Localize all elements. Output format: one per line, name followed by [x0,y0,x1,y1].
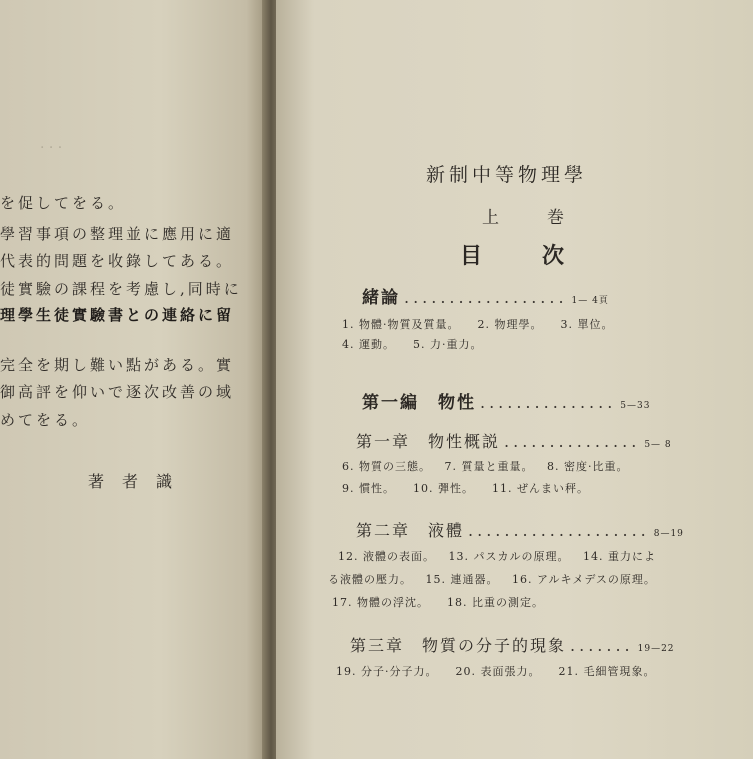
left-page [0,0,268,759]
toc-item: 13. パスカルの原理。 [448,550,570,563]
toc-item: 20. 表面張力。 [455,665,541,678]
toc-leader-dots: ............... [480,393,617,412]
toc-entry-chapter-3 [350,633,675,656]
toc-item: 6. 物質の三態。 [342,460,431,473]
toc-title: 目次 [460,243,625,269]
toc-leader-dots: .................... [468,521,650,540]
toc-leader-dots: ....... [570,636,634,655]
volume-label: 上巻 [482,208,612,228]
book-title: 新制中等物理學 [426,164,588,186]
toc-entry-label: 第二章 液體 [356,521,465,540]
toc-item: 7. 質量と重量。 [444,460,534,473]
toc-item: 5. 力·重力。 [413,338,483,351]
toc-item: 15. 連通器。 [425,573,499,586]
toc-entry-chapter-1 [356,429,672,452]
preface-line: 御高評を仰いで逐次改善の域 [0,383,235,401]
toc-item: 14. 重力によ [583,550,656,563]
toc-entry-label: 第一編 物性 [362,393,476,413]
toc-items-row [342,316,614,332]
preface-line: を促してをる。 [0,194,127,212]
toc-items-row [342,458,629,474]
toc-page-range: 5—33 [620,401,651,411]
toc-entry-part-1 [362,388,650,413]
toc-item: 4. 運動。 [342,338,395,351]
author-signature: 著者識 [88,472,191,491]
toc-item: 9. 慣性。 [342,482,395,495]
toc-items-row [342,336,483,352]
preface-line: 代表的問題を收錄してある。 [0,252,235,270]
toc-item: 1. 物體·物質及質量。 [342,318,460,331]
toc-page-range: 1— 4頁 [571,296,609,306]
preface-line: 完全を期し難い點がある。實 [0,356,235,374]
toc-item: 16. アルキメデスの原理。 [512,573,656,586]
toc-page-range: 5— 8 [644,440,672,450]
toc-item: 3. 單位。 [560,318,614,331]
toc-entry-intro [362,283,609,308]
toc-leader-dots: ............... [504,432,641,451]
toc-item: 19. 分子·分子力。 [336,665,438,678]
toc-item: 21. 毛細管現象。 [558,665,656,678]
toc-items-row [332,594,544,610]
toc-entry-label: 第三章 物質の分子的現象 [350,636,567,655]
toc-entry-label: 第一章 物性概説 [356,432,501,451]
toc-item: 10. 彈性。 [413,482,474,495]
toc-item: 11. ぜんまい秤。 [492,482,589,495]
toc-item: 18. 比重の測定。 [447,596,544,609]
toc-item: 2. 物理學。 [477,318,543,331]
toc-item: 12. 液體の表面。 [338,550,435,563]
toc-entry-label: 緒論 [362,288,400,308]
toc-items-row [328,571,656,587]
toc-item: 8. 密度·比重。 [547,460,629,473]
toc-item: 17. 物體の浮沈。 [332,596,429,609]
toc-items-row [338,548,656,564]
show-through-text: · · · [40,140,63,156]
toc-item: る液體の壓力。 [328,573,412,586]
toc-page-range: 8—19 [653,529,684,539]
toc-leader-dots: .................. [404,288,568,307]
toc-items-row [336,663,656,679]
toc-entry-chapter-2 [356,518,684,541]
preface-line: 學習事項の整理並に應用に適 [0,225,235,243]
toc-page-range: 19—22 [637,644,675,654]
preface-line: 理學生徒實驗書との連絡に留 [0,306,235,324]
toc-items-row [342,480,589,496]
preface-line: めてをる。 [0,411,91,429]
preface-line: 徒實驗の課程を考慮し,同時に [0,280,242,298]
